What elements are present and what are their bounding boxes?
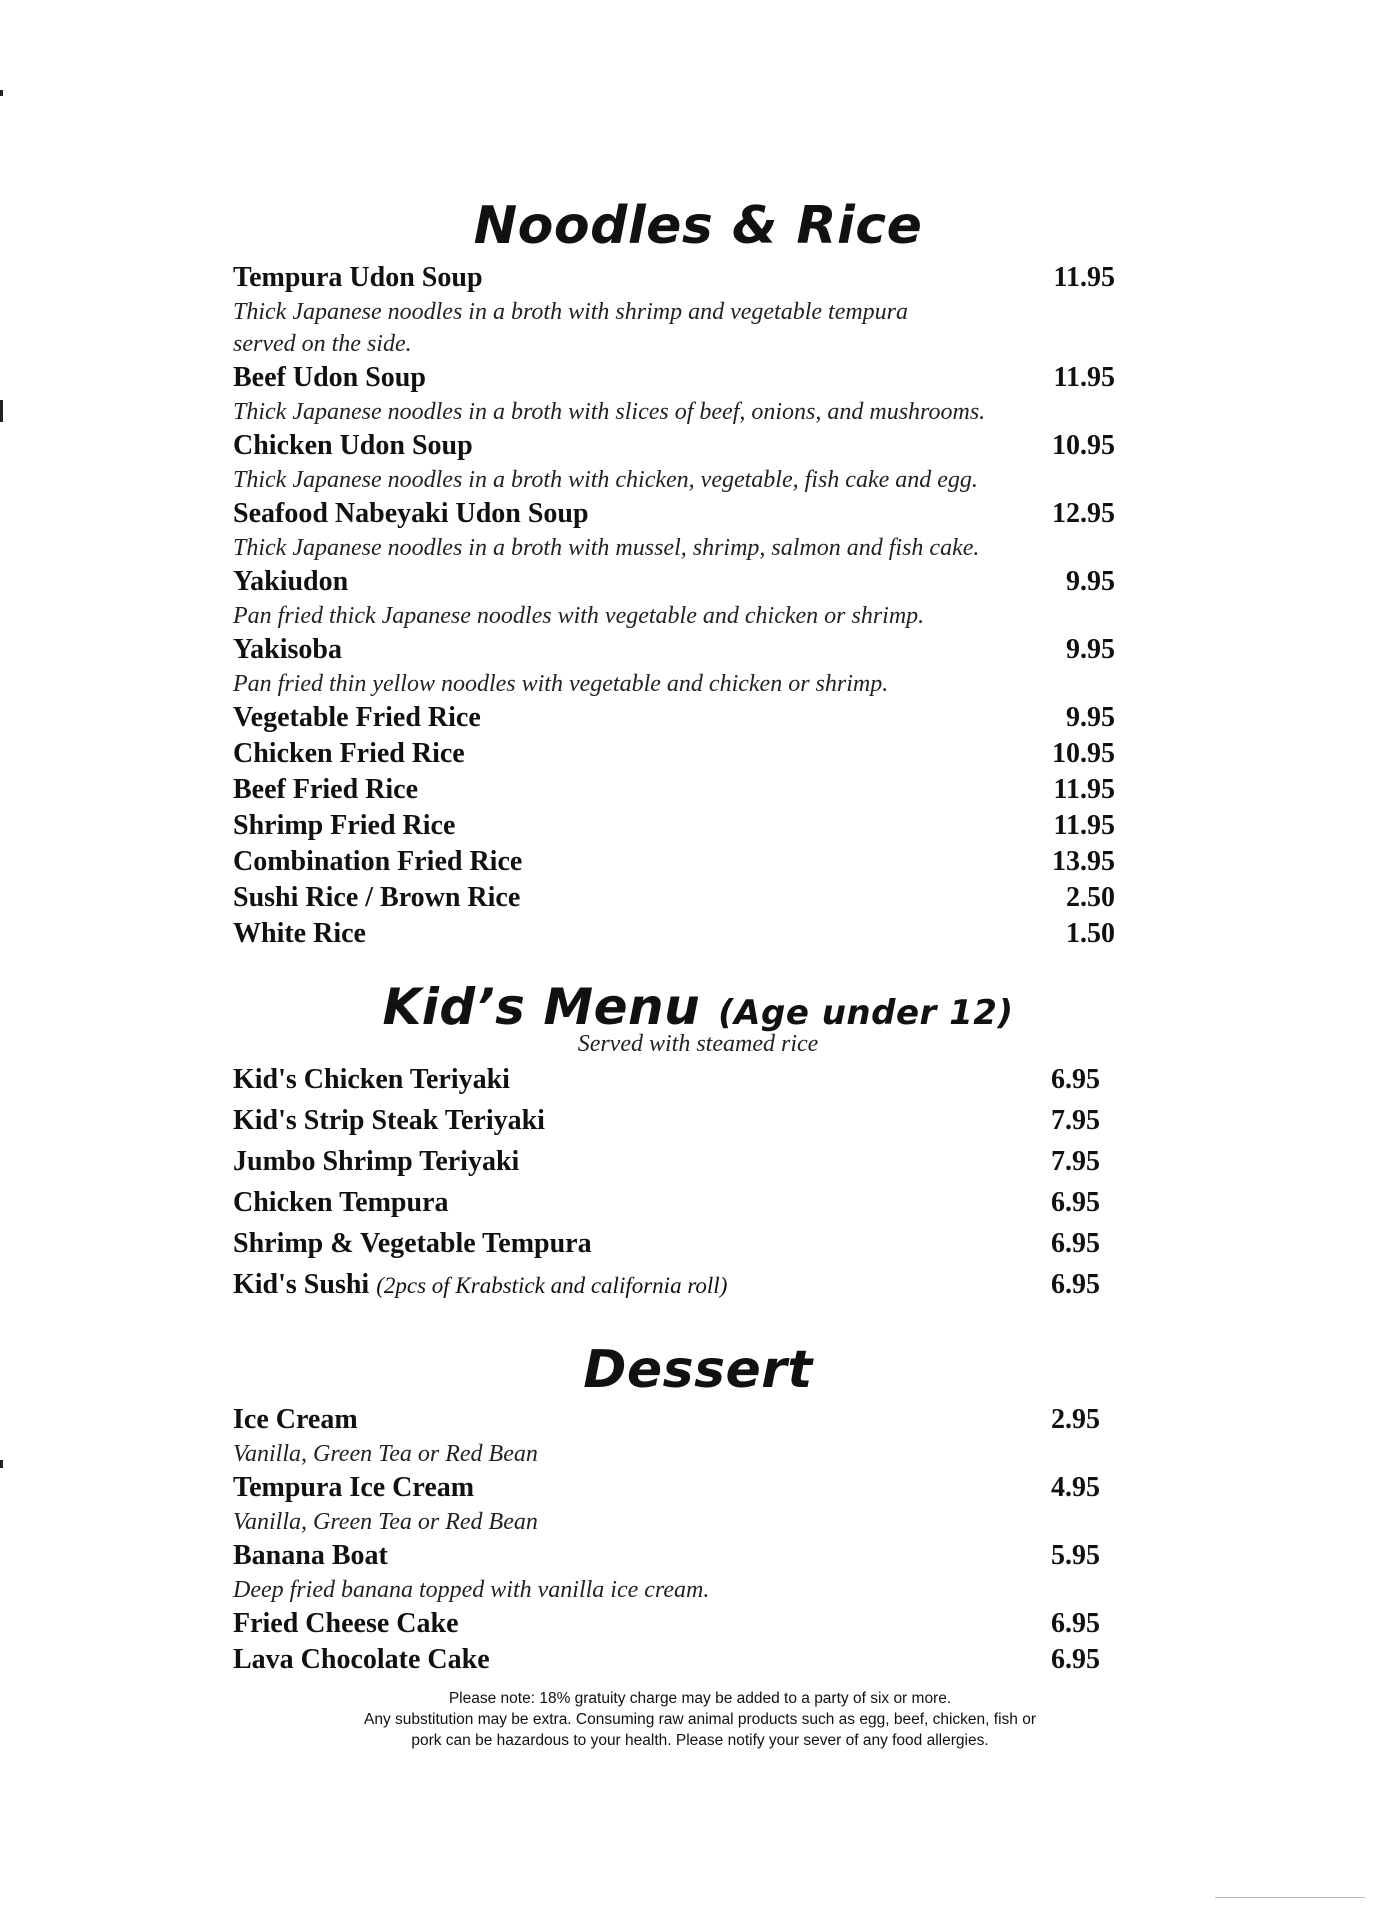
menu-item-name-text: Beef Fried Rice bbox=[233, 774, 419, 805]
menu-item-price: 6.95 bbox=[1051, 1644, 1100, 1675]
menu-item bbox=[233, 564, 1115, 632]
menu-item bbox=[233, 1402, 1100, 1470]
menu-item-price: 5.95 bbox=[1051, 1540, 1100, 1571]
menu-item-name bbox=[233, 360, 985, 396]
menu-item-name bbox=[233, 428, 985, 464]
menu-item-name bbox=[233, 1103, 727, 1139]
menu-item-description: Deep fried banana topped with vanilla ice cream. bbox=[233, 1577, 710, 1603]
menu-item-name-text: Tempura Ice Cream bbox=[233, 1472, 475, 1503]
section-title-noodles-rice: Noodles & Rice bbox=[473, 196, 923, 256]
menu-item-name bbox=[233, 880, 985, 916]
menu-item-price: 4.95 bbox=[1051, 1472, 1100, 1503]
menu-item-name-text: Combination Fried Rice bbox=[233, 846, 523, 877]
menu-item-name bbox=[233, 564, 985, 600]
menu-item bbox=[233, 496, 1115, 564]
menu-item bbox=[233, 1606, 1100, 1642]
menu-item-name bbox=[233, 1062, 727, 1098]
menu-item-name-text: Shrimp & Vegetable Tempura bbox=[233, 1228, 592, 1259]
kids-menu-subtitle: Served with steamed rice bbox=[577, 1031, 819, 1057]
menu-item-price: 6.95 bbox=[1051, 1064, 1100, 1095]
menu-item-name-text: Sushi Rice / Brown Rice bbox=[233, 882, 521, 913]
menu-item-name-text: Jumbo Shrimp Teriyaki bbox=[233, 1146, 520, 1177]
menu-item-price: 6.95 bbox=[1051, 1187, 1100, 1218]
footer-line: Any substitution may be extra. Consuming raw animal products such as egg, beef, chicken, fish or bbox=[363, 1711, 1036, 1728]
menu-item bbox=[233, 1470, 1100, 1538]
menu-item-price: 9.95 bbox=[1066, 702, 1115, 733]
menu-item-description: Thick Japanese noodles in a broth with mussel, shrimp, salmon and fish cake. bbox=[233, 535, 980, 561]
menu-item-name bbox=[233, 1470, 709, 1506]
menu-item-name bbox=[233, 1185, 727, 1221]
menu-item-name-text: Beef Udon Soup bbox=[233, 362, 426, 393]
menu-item-description: Pan fried thin yellow noodles with vegetable and chicken or shrimp. bbox=[233, 671, 889, 697]
menu-item-price: 9.95 bbox=[1066, 634, 1115, 665]
menu-item-description: Thick Japanese noodles in a broth with shrimp and vegetable tempura bbox=[233, 299, 909, 325]
kids-menu-age-note: (Age under 12) bbox=[718, 993, 1014, 1033]
menu-item bbox=[233, 808, 1115, 844]
dessert-list bbox=[233, 1402, 1100, 1678]
menu-item-name bbox=[233, 1538, 709, 1574]
menu-item-price: 12.95 bbox=[1052, 498, 1115, 529]
menu-item-name-text: Fried Cheese Cake bbox=[233, 1608, 459, 1639]
menu-item-name-text: Yakisoba bbox=[233, 634, 342, 665]
menu-item bbox=[233, 1642, 1100, 1678]
menu-item-description: Vanilla, Green Tea or Red Bean bbox=[233, 1509, 538, 1535]
menu-item-name-text: Vegetable Fried Rice bbox=[233, 702, 481, 733]
menu-item bbox=[233, 844, 1115, 880]
menu-item-description: Thick Japanese noodles in a broth with slices of beef, onions, and mushrooms. bbox=[233, 399, 986, 425]
menu-item-name-text: White Rice bbox=[233, 918, 366, 949]
menu-item bbox=[233, 260, 1115, 360]
menu-item bbox=[233, 1226, 1100, 1267]
menu-item bbox=[233, 360, 1115, 428]
scan-edge-mark bbox=[0, 90, 3, 96]
menu-item-note: (2pcs of Krabstick and california roll) bbox=[376, 1273, 728, 1298]
menu-item-name bbox=[233, 1267, 727, 1304]
menu-item-name-text: Shrimp Fried Rice bbox=[233, 810, 456, 841]
menu-item-name bbox=[233, 632, 985, 668]
menu-item bbox=[233, 1538, 1100, 1606]
menu-item-name-text: Yakiudon bbox=[233, 566, 349, 597]
menu-item-name-text: Tempura Udon Soup bbox=[233, 262, 483, 293]
menu-item-description: Pan fried thick Japanese noodles with vegetable and chicken or shrimp. bbox=[233, 603, 925, 629]
menu-item-price: 9.95 bbox=[1066, 566, 1115, 597]
menu-item-name bbox=[233, 700, 985, 736]
menu-item-name bbox=[233, 1402, 709, 1438]
section-title-kids-menu bbox=[0, 978, 1396, 1036]
menu-item-name bbox=[233, 1606, 709, 1642]
menu-item-description: Thick Japanese noodles in a broth with chicken, vegetable, fish cake and egg. bbox=[233, 467, 978, 493]
menu-item-price: 10.95 bbox=[1052, 738, 1115, 769]
menu-item-price: 13.95 bbox=[1052, 846, 1115, 877]
menu-item bbox=[233, 1185, 1100, 1226]
menu-item bbox=[233, 1062, 1100, 1103]
scan-edge-mark bbox=[0, 400, 3, 422]
menu-item-name-text: Chicken Fried Rice bbox=[233, 738, 465, 769]
menu-item-price: 6.95 bbox=[1051, 1608, 1100, 1639]
menu-item-price: 2.50 bbox=[1066, 882, 1115, 913]
menu-item-name-text: Chicken Tempura bbox=[233, 1187, 449, 1218]
menu-item bbox=[233, 428, 1115, 496]
scan-speck bbox=[1215, 1897, 1365, 1898]
scan-edge-mark bbox=[0, 1460, 3, 1468]
menu-item bbox=[233, 916, 1115, 952]
menu-item-price: 7.95 bbox=[1051, 1105, 1100, 1136]
section-title-dessert: Dessert bbox=[583, 1340, 813, 1400]
menu-item-price: 11.95 bbox=[1053, 262, 1115, 293]
menu-item-name bbox=[233, 772, 985, 808]
menu-item-price: 11.95 bbox=[1053, 774, 1115, 805]
footer-line: Please note: 18% gratuity charge may be added to a party of six or more. bbox=[448, 1690, 952, 1707]
menu-item-name-text: Kid's Strip Steak Teriyaki bbox=[233, 1105, 545, 1136]
menu-item-name bbox=[233, 496, 985, 532]
menu-item-price: 2.95 bbox=[1051, 1404, 1100, 1435]
menu-item bbox=[233, 1144, 1100, 1185]
menu-item bbox=[233, 1267, 1100, 1308]
menu-item-price: 7.95 bbox=[1051, 1146, 1100, 1177]
footer-line: pork can be hazardous to your health. Please notify your sever of any food allergies. bbox=[411, 1732, 989, 1749]
menu-item bbox=[233, 772, 1115, 808]
menu-item-price: 10.95 bbox=[1052, 430, 1115, 461]
menu-item-name-text: Chicken Udon Soup bbox=[233, 430, 473, 461]
noodles-rice-list bbox=[233, 260, 1115, 952]
menu-item-name-text: Ice Cream bbox=[233, 1404, 358, 1435]
menu-item-name-text: Seafood Nabeyaki Udon Soup bbox=[233, 498, 589, 529]
menu-item-name-text: Lava Chocolate Cake bbox=[233, 1644, 490, 1675]
menu-item-price: 11.95 bbox=[1053, 362, 1115, 393]
footer-notice bbox=[300, 1688, 1100, 1751]
menu-item-name-text: Kid's Sushi bbox=[233, 1269, 370, 1300]
menu-item-name bbox=[233, 1144, 727, 1180]
menu-item-name-text: Banana Boat bbox=[233, 1540, 388, 1571]
menu-item bbox=[233, 632, 1115, 700]
menu-item bbox=[233, 1103, 1100, 1144]
menu-item-description: served on the side. bbox=[233, 331, 412, 357]
menu-item bbox=[233, 736, 1115, 772]
menu-item-name bbox=[233, 916, 985, 952]
menu-item bbox=[233, 700, 1115, 736]
menu-item-name bbox=[233, 844, 985, 880]
menu-item bbox=[233, 880, 1115, 916]
menu-item-price: 11.95 bbox=[1053, 810, 1115, 841]
menu-item-name bbox=[233, 808, 985, 844]
menu-item-name bbox=[233, 1642, 709, 1678]
menu-item-name bbox=[233, 1226, 727, 1262]
menu-item-price: 6.95 bbox=[1051, 1228, 1100, 1259]
menu-item-description: Vanilla, Green Tea or Red Bean bbox=[233, 1441, 538, 1467]
menu-item-name bbox=[233, 736, 985, 772]
menu-item-name-text: Kid's Chicken Teriyaki bbox=[233, 1064, 510, 1095]
menu-item-price: 1.50 bbox=[1066, 918, 1115, 949]
menu-item-name bbox=[233, 260, 985, 296]
kids-menu-title: Kid’s Menu bbox=[382, 978, 701, 1036]
menu-item-price: 6.95 bbox=[1051, 1269, 1100, 1300]
kids-menu-list bbox=[233, 1062, 1100, 1308]
